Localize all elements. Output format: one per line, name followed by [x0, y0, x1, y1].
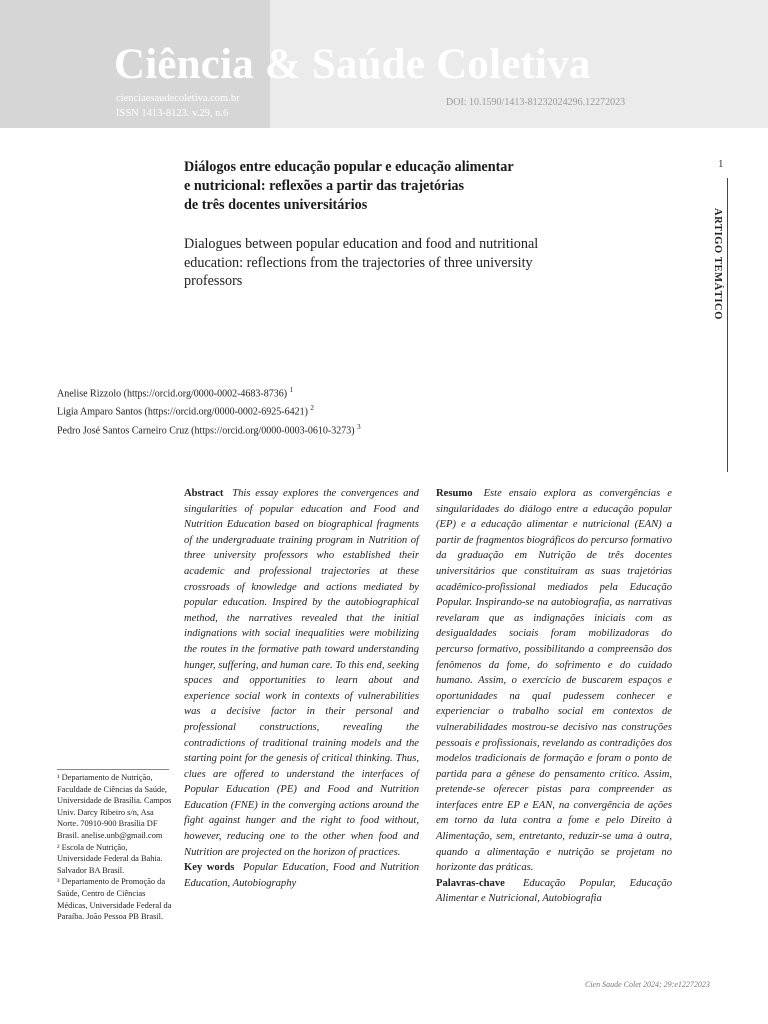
affiliation-item: ³ Departamento de Promoção da Saúde, Centro de Ciências Médicas, Universidade Federal da Paraíba. João Pessoa PB Brasil.: [57, 877, 172, 922]
palavras-chave-label: Palavras-chave: [436, 877, 505, 889]
author-affiliation-mark: 3: [357, 422, 361, 431]
title-en-line: Dialogues between popular education and food and nutritional: [184, 236, 539, 252]
journal-issn: ISSN 1413-8123. v.29, n.6: [116, 108, 229, 119]
journal-title-part2: & Saúde Coletiva: [253, 41, 591, 88]
resumo-text: Este ensaio explora as convergências e singularidades do diálogo entre a educação popular (EP) e a educação alimentar e nutricional (EAN) a partir de fragmentos biográficos do percurso formativo da graduação em Nutrição de três docentes universitários que constituíram as suas trajetórias acadêmico-profissional mediados pela Educação Popular. Inspirando-se na autobiografia, as narrativas revelaram que as indignações iniciais com as desigualdades sociais foram mobilizadoras do percurso formativo, possibilitando a compreensão dos fenômenos da fome, do sofrimento e do cuidado humano. Assim, o exercício de buscarem espaços e oportunidades na qual pudessem conhecer e experienciar o trabalho social em contextos de vulnerabilidades mostrou-se decisivo nas construções pessoais e profissionais, revelando as contradições dos modelos tradicionais de formação e foram o ponto de partida para a gênese do pensamento crítico. Assim, pretende-se oferecer pistas para compreender as interfaces entre EP e EAN, na convergência de ações em torno da luta contra a fome e pelo Direito à Alimentação, sem, entretanto, reduzir-se uma à outra, quando a alimentação e nutrição se projetam no horizonte das práticas.: [436, 488, 672, 874]
title-pt-line: de três docentes universitários: [184, 197, 368, 213]
keywords-english: [184, 860, 419, 891]
author-entry: [57, 420, 361, 438]
keywords-text: Popular Education, Food and Nutrition Education, Autobiography: [184, 862, 419, 889]
article-title-english: [184, 235, 604, 291]
journal-site-url[interactable]: cienciaesaudecoletiva.com.br: [116, 93, 240, 104]
section-label: ARTIGO TEMÁTICO: [712, 208, 723, 320]
article-doi[interactable]: DOI: 10.1590/1413-81232024296.12272023: [446, 97, 626, 108]
title-pt-line: Diálogos entre educação popular e educação alimentar: [184, 159, 514, 175]
article-title-portuguese: [184, 158, 604, 215]
journal-masthead: [0, 0, 768, 128]
abstract-english: [184, 486, 419, 891]
author-entry: [57, 383, 361, 401]
affiliation-notes: [57, 772, 172, 923]
affiliation-item: ² Escola de Nutrição, Universidade Federal da Bahia. Salvador BA Brasil.: [57, 842, 163, 875]
side-rule: [727, 178, 728, 472]
author-name: Ligia Amparo Santos (https://orcid.org/0000-0002-6925-6421): [57, 406, 308, 418]
resumo-label: Resumo: [436, 488, 473, 499]
title-en-line: education: reflections from the trajectories of three university: [184, 254, 533, 271]
abstract-paragraph: [184, 486, 419, 860]
author-entry: [57, 401, 361, 419]
resumo-paragraph: [436, 486, 672, 876]
affiliation-item: ¹ Departamento de Nutrição, Faculdade de Ciências da Saúde, Universidade de Brasília. Campos Univ. Darcy Ribeiro s/n, Asa Norte. 70910-900 Brasília DF Brasil. anelise.unb@gmail.com: [57, 773, 172, 840]
keywords-label: Key words: [184, 862, 235, 874]
footer-citation: Cien Saude Colet 2024; 29:e12272023: [585, 980, 710, 989]
keywords-portuguese: [436, 876, 672, 907]
affiliation-divider: [57, 769, 169, 770]
abstract-portuguese: [436, 486, 672, 907]
author-list: [57, 383, 361, 438]
title-en-line: professors: [184, 273, 243, 289]
journal-title-part1: Ciência: [114, 41, 254, 88]
palavras-chave-text: Educação Popular, Educação Alimentar e Nutricional, Autobiografia: [436, 877, 672, 905]
author-affiliation-mark: 1: [289, 386, 294, 394]
author-name: Anelise Rizzolo (https://orcid.org/0000-0002-4683-8736): [57, 388, 288, 400]
author-name: Pedro José Santos Carneiro Cruz (https://orcid.org/0000-0003-0610-3273): [57, 424, 355, 436]
abstract-label: Abstract: [184, 488, 224, 499]
author-affiliation-mark: 2: [310, 404, 314, 413]
title-pt-line: e nutricional: reflexões a partir das trajetórias: [184, 178, 465, 194]
page-number: 1: [718, 158, 724, 170]
abstract-text: This essay explores the convergences and singularities of popular education and Food and Nutrition Education based on biographical fragments of the undergraduate training program in Nutrition of three university professors who established their academic and professional trajectories at these crossroads of knowledge and actions mediated by popular education. Inspired by the autobiographical method, the narratives revealed that the initial indignations with social inequalities were mobilizing the routes in the formative path toward understanding hunger, suffering, and human care. To this end, seeking spaces and opportunities to learn about and experience social work in contexts of vulnerabilities was a decisive factor in their personal and professional constructions, revealing the contradictions of traditional training models and the starting point for the genesis of critical thinking. Thus, clues are offered to understand the interfaces of Popular Education (PE) and Food and Nutrition Education (FNE) in the converging actions around the fight against hunger and the right to food without, however, reducing one to the other when food and Nutrition are projected on the horizon of practices.: [184, 488, 419, 858]
journal-title: [114, 40, 591, 89]
